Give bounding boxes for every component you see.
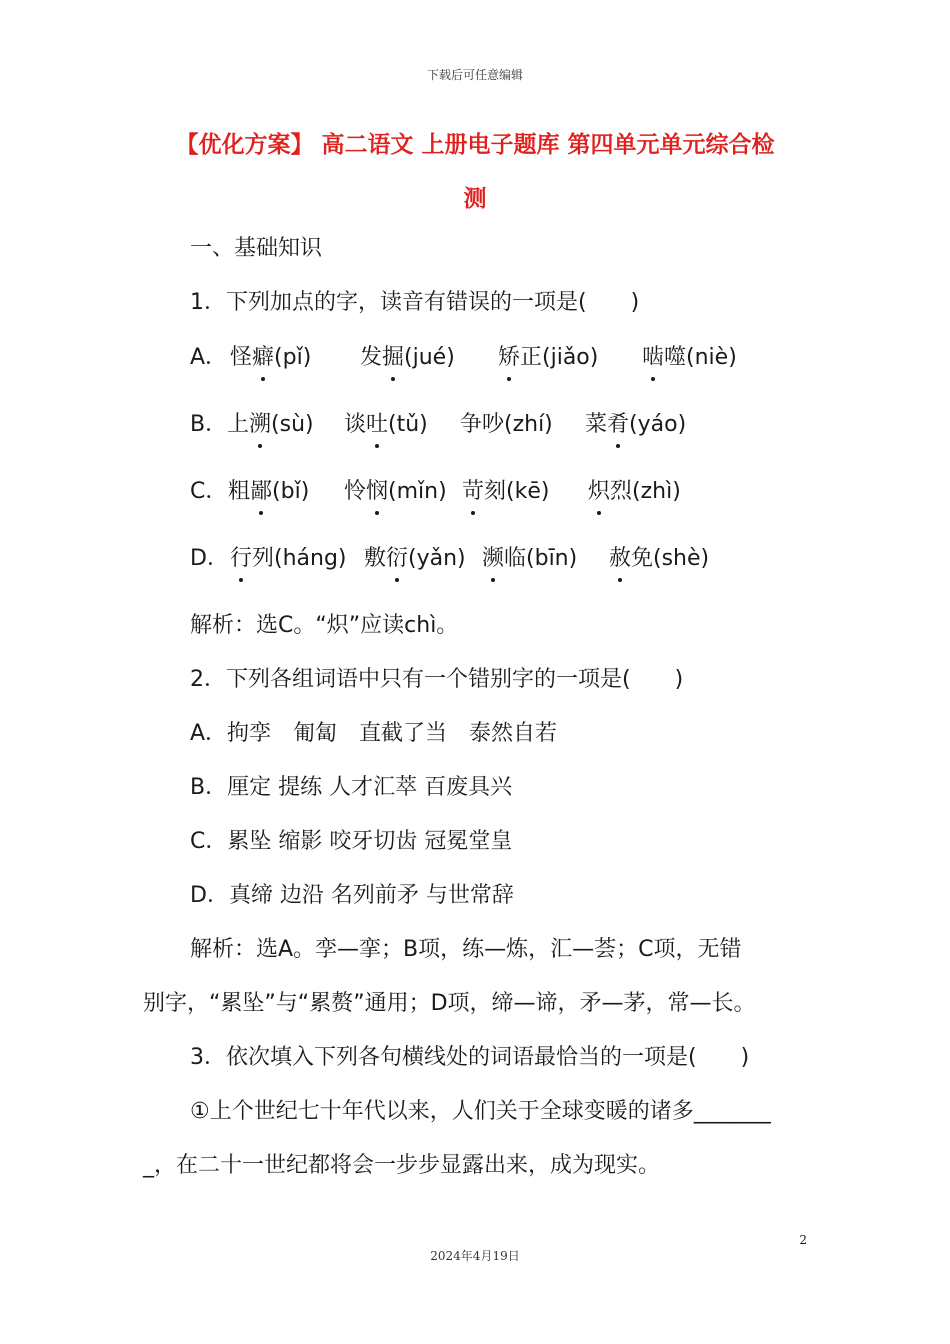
page-number: 2 [799, 1233, 807, 1247]
question-2-option-a: A．拘孪 匍匐 直截了当 泰然自若 [190, 721, 558, 746]
question-3-sentence-1-line2: _，在二十一世纪都将会一步步显露出来，成为现实。 [143, 1153, 661, 1178]
question-1-word: 行列(háng) [230, 544, 347, 574]
question-1-word: 怜悯(mǐn) [344, 477, 447, 507]
question-1-stem: 1．下列加点的字，读音有错误的一项是( ) [190, 290, 640, 315]
question-1-word: 炽烈(zhì) [588, 477, 681, 507]
emphasis-dot-character: 掘 [382, 343, 404, 373]
question-1-word: 敷衍(yǎn) [364, 544, 466, 574]
question-2-option-c: C．累坠 缩影 咬牙切齿 冠冕堂皇 [190, 829, 513, 854]
section-heading: 一、基础知识 [190, 236, 323, 261]
question-1-word: 赦免(shè) [609, 544, 709, 574]
emphasis-dot-character: 濒 [482, 544, 504, 574]
question-2-answer-line1: 解析：选A。孪—挛；B项，练—炼，汇—荟；C项，无错 [190, 937, 742, 962]
question-1-option-label: B． [190, 412, 228, 437]
question-1-option-label: A． [190, 345, 228, 370]
emphasis-dot-character: 行 [230, 544, 252, 574]
question-3-sentence-1-line1: ①上个世纪七十年代以来，人们关于全球变暖的诸多_______ [190, 1099, 771, 1124]
question-2-option-d: D．真缔 边沿 名列前矛 与世常辞 [190, 883, 514, 908]
document-title-line2: 测 [463, 186, 487, 212]
emphasis-dot-character: 矫 [498, 343, 520, 373]
question-1-word: 苛刻(kē) [462, 477, 549, 507]
emphasis-dot-character: 癖 [252, 343, 274, 373]
emphasis-dot-character: 悯 [366, 477, 388, 507]
question-1-word: 上溯(sù) [227, 410, 314, 440]
question-2-option-b: B．厘定 提练 人才汇萃 百废具兴 [190, 775, 513, 800]
question-1-word: 争吵(zhí) [460, 412, 553, 437]
page-footer-date: 2024年4月19日 [430, 1249, 520, 1263]
question-3-stem: 3．依次填入下列各句横线处的词语最恰当的一项是( ) [190, 1045, 750, 1070]
page-header: 下载后可任意编辑 [426, 68, 523, 82]
question-1-word: 啮噬(niè) [642, 343, 737, 373]
emphasis-dot-character: 鄙 [250, 477, 272, 507]
question-2-stem: 2．下列各组词语中只有一个错别字的一项是( ) [190, 667, 684, 692]
document-title-line1: 【优化方案】 高二语文 上册电子题库 第四单元单元综合检 [175, 132, 775, 158]
emphasis-dot-character: 赦 [609, 544, 631, 574]
question-1-word: 谈吐(tǔ) [344, 410, 428, 440]
question-2-answer-line2: 别字，“累坠”与“累赘”通用；D项，缔—谛，矛—茅，常—长。 [143, 991, 756, 1016]
emphasis-dot-character: 苛 [462, 477, 484, 507]
question-1-word: 濒临(bīn) [482, 544, 577, 574]
question-1-option-label: D． [190, 546, 229, 571]
emphasis-dot-character: 溯 [249, 410, 271, 440]
emphasis-dot-character: 炽 [588, 477, 610, 507]
emphasis-dot-character: 肴 [607, 410, 629, 440]
question-1-option-label: C． [190, 479, 228, 504]
question-1-word: 粗鄙(bǐ) [228, 477, 309, 507]
emphasis-dot-character: 衍 [386, 544, 408, 574]
question-1-answer: 解析：选C。“炽”应读chì。 [190, 613, 459, 638]
emphasis-dot-character: 吐 [366, 410, 388, 440]
question-1-word: 发掘(jué) [360, 343, 455, 373]
question-1-word: 怪癖(pǐ) [230, 343, 311, 373]
question-1-word: 菜肴(yáo) [585, 410, 686, 440]
question-1-word: 矫正(jiǎo) [498, 343, 598, 373]
emphasis-dot-character: 啮 [642, 343, 664, 373]
